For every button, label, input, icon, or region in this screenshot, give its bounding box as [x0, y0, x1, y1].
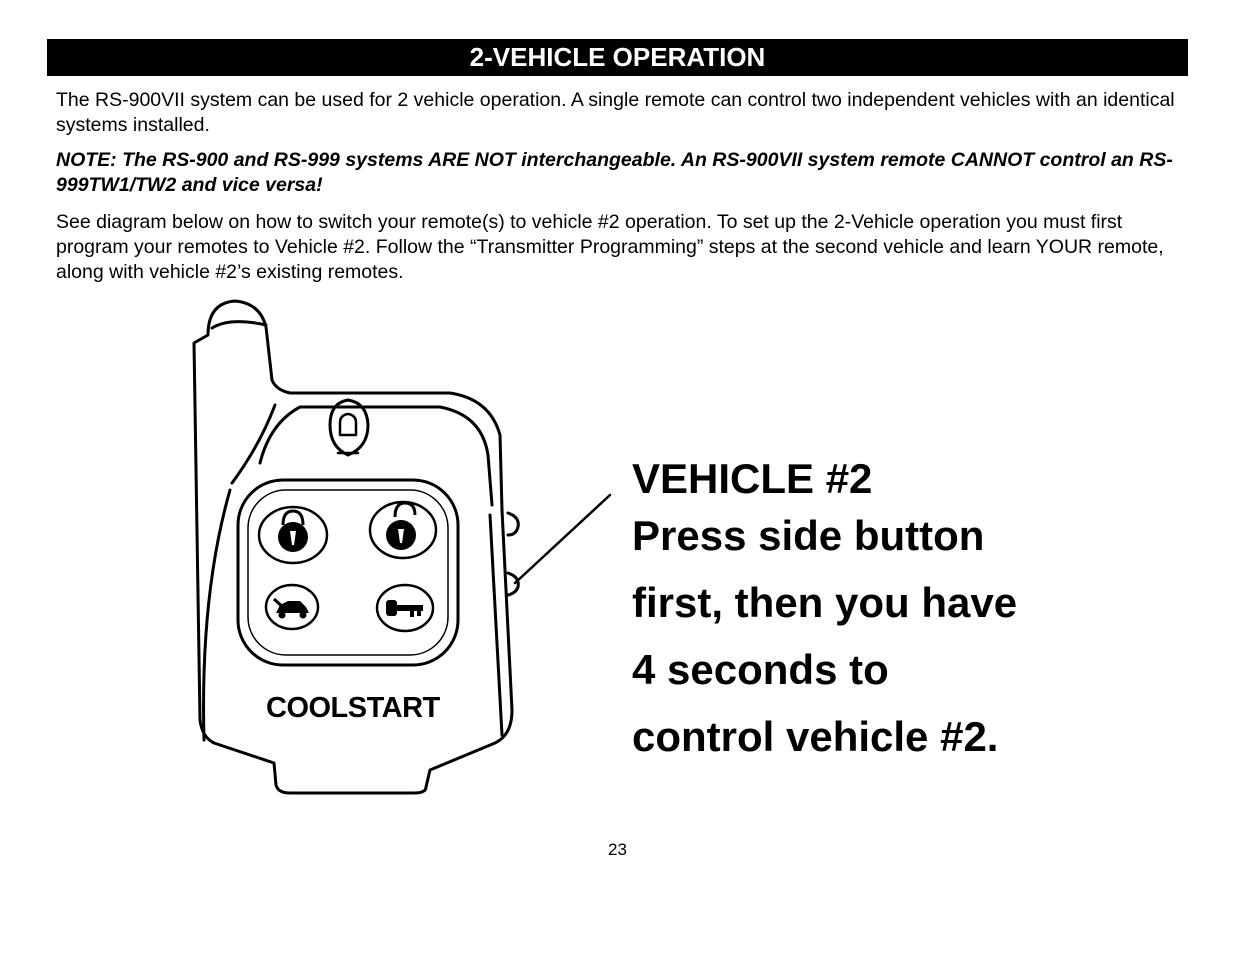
compatibility-note: NOTE: The RS-900 and RS-999 systems ARE NOT interchangeable. An RS-900VII system remote CANNOT control an RS-999TW1/TW2 and vice versa!	[56, 149, 1173, 196]
lock-button[interactable]	[259, 507, 327, 563]
antenna-cap	[212, 322, 266, 328]
intro-paragraph: The RS-900VII system can be used for 2 vehicle operation. A single remote can control two independent vehicles with an identical systems installed.	[56, 89, 1175, 136]
side-button-icon	[508, 513, 518, 535]
section-title: 2-VEHICLE OPERATION	[47, 39, 1188, 76]
callout-heading: VEHICLE #2	[632, 455, 873, 502]
callout-line: Press side button	[632, 512, 985, 559]
page-number: 23	[608, 840, 627, 859]
brand-logo: COOLSTART	[266, 692, 440, 724]
trunk-button[interactable]	[266, 585, 318, 629]
callout-line: control vehicle #2.	[632, 713, 999, 760]
setup-paragraph: See diagram below on how to switch your remote(s) to vehicle #2 operation. To set up the 2-Vehicle operation you must first program your remotes to Vehicle #2. Follow the “Transmitter Programming” steps at the second vehicle and learn YOUR remote, along with vehicle #2’s existing remotes.	[56, 211, 1164, 283]
callout-line: 4 seconds to	[632, 646, 889, 693]
callout-line: first, then you have	[632, 579, 1018, 626]
lock-icon	[278, 511, 308, 552]
trunk-car-icon	[274, 599, 309, 619]
remote-start-button[interactable]	[377, 585, 433, 631]
unlock-icon	[386, 503, 416, 550]
unlock-button[interactable]	[370, 502, 436, 558]
key-start-icon	[386, 600, 423, 617]
callout-leader-line	[515, 495, 610, 583]
